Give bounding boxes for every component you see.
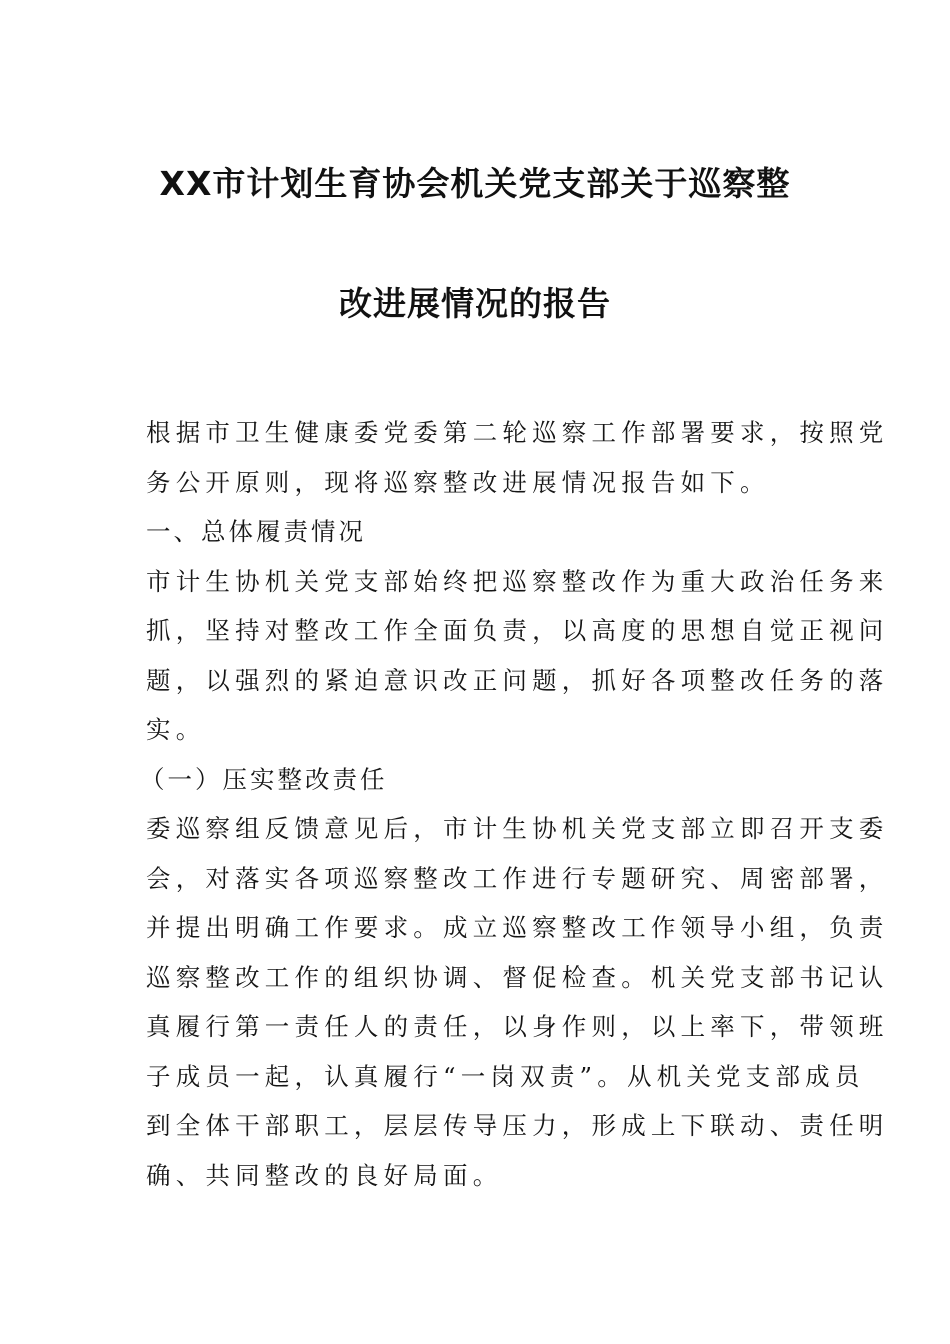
body-line: 到全体干部职工，层层传导压力，形成上下联动、责任明 [146,1111,889,1140]
body-line: 并提出明确工作要求。成立巡察整改工作领导小组，负责 [146,913,889,942]
body-line: 确、共同整改的良好局面。 [146,1160,503,1190]
document-title-line-2: 改进展情况的报告 [339,284,611,323]
body-line: 子成员一起，认真履行“一岗双责”。从机关党支部成员 [146,1061,865,1091]
document-title-line-1: XX市计划生育协会机关党支部关于巡察整 [159,164,791,203]
body-line: 题，以强烈的紧迫意识改正问题，抓好各项整改任务的落 [146,665,889,695]
section-heading: 一、总体履责情况 [146,517,366,546]
body-line: 实。 [146,715,206,744]
body-line: 市计生协机关党支部始终把巡察整改作为重大政治任务来 [146,566,889,596]
body-line: 根据市卫生健康委党委第二轮巡察工作部署要求，按照党 [146,418,889,447]
body-line: 会，对落实各项巡察整改工作进行专题研究、周密部署， [146,863,889,893]
body-line: 务公开原则，现将巡察整改进展情况报告如下。 [146,467,770,497]
body-line: 巡察整改工作的组织协调、督促检查。机关党支部书记认 [146,962,889,992]
document-body [140,408,889,1200]
body-line: 抓，坚持对整改工作全面负责，以高度的思想自觉正视问 [146,616,889,645]
subsection-heading: （一）压实整改责任 [140,764,388,794]
body-line: 委巡察组反馈意见后，市计生协机关党支部立即召开支委 [146,814,889,843]
body-line: 真履行第一责任人的责任，以身作则，以上率下，带领班 [146,1012,889,1041]
